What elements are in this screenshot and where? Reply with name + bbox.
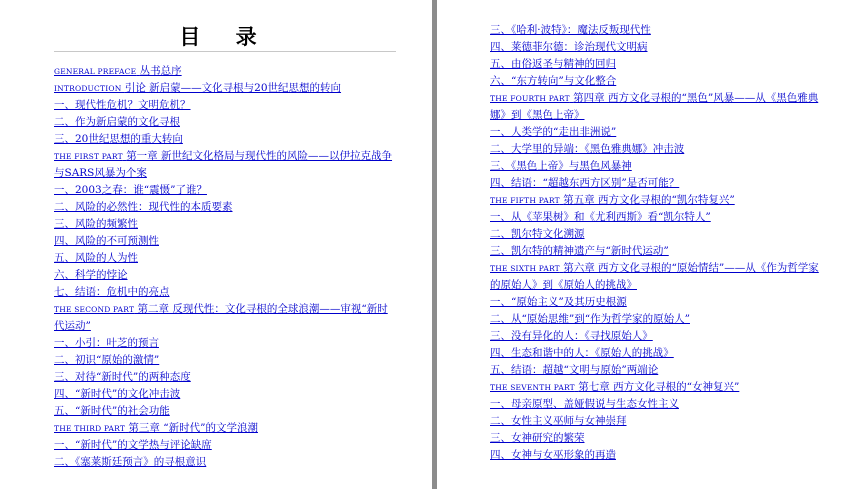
entry-title: 四、“新时代”的文化冲击波 xyxy=(54,388,181,400)
toc-list-right xyxy=(490,22,821,464)
entry-title: 三、女神研究的繁荣 xyxy=(490,432,585,444)
entry-title: 二、从“原始思维”到“作为哲学家的原始人” xyxy=(490,313,690,325)
entry-title: 三、凯尔特的精神遗产与“新时代运动” xyxy=(490,245,669,257)
toc-entry-link[interactable] xyxy=(490,141,821,158)
entry-title: 二、凯尔特文化溯源 xyxy=(490,228,585,240)
entry-title: 六、“东方转向”与文化整合 xyxy=(490,75,617,87)
entry-title: 五、风险的人为性 xyxy=(54,252,138,264)
toc-list-left xyxy=(54,63,396,471)
toc-entry-link[interactable] xyxy=(490,90,821,124)
entry-title: 四、结语：“超越东西方区别”是否可能？ xyxy=(490,177,680,189)
toc-entry-link[interactable] xyxy=(54,80,396,97)
entry-title: 六、科学的悖论 xyxy=(54,269,128,281)
entry-title: 二、女性主义巫师与女神崇拜 xyxy=(490,415,627,427)
toc-entry-link[interactable] xyxy=(490,39,821,56)
entry-title: 一、从《苹果树》和《尤利西斯》看“凯尔特人” xyxy=(490,211,711,223)
entry-title: 四、风险的不可预测性 xyxy=(54,235,159,247)
part-tag: INTRODUCTION xyxy=(54,84,122,93)
part-tag: THE SEVENTH PART xyxy=(490,383,575,392)
entry-title: 一、现代性危机？文明危机？ xyxy=(54,99,191,111)
entry-title: 五、由俗返圣与精神的回归 xyxy=(490,58,616,70)
toc-entry-link[interactable] xyxy=(490,379,821,396)
entry-title: 四、莱德菲尔德：诊治现代文明病 xyxy=(490,41,648,53)
entry-title: 引论 新启蒙——文化寻根与20世纪思想的转向 xyxy=(124,82,342,94)
toc-entry-link[interactable] xyxy=(490,243,821,260)
entry-title: 三、对待“新时代”的两种态度 xyxy=(54,371,191,383)
toc-entry-link[interactable] xyxy=(490,362,821,379)
toc-entry-link[interactable] xyxy=(490,328,821,345)
toc-entry-link[interactable] xyxy=(490,192,821,209)
toc-entry-link[interactable] xyxy=(54,182,396,199)
toc-entry-link[interactable] xyxy=(490,447,821,464)
toc-entry-link[interactable] xyxy=(490,56,821,73)
toc-entry-link[interactable] xyxy=(54,301,396,335)
toc-entry-link[interactable] xyxy=(54,148,396,182)
entry-title: 二、作为新启蒙的文化寻根 xyxy=(54,116,180,128)
part-tag: GENERAL PREFACE xyxy=(54,67,137,76)
entry-title: 一、人类学的“走出非洲说” xyxy=(490,126,617,138)
toc-entry-link[interactable] xyxy=(54,97,396,114)
toc-entry-link[interactable] xyxy=(54,250,396,267)
toc-entry-link[interactable] xyxy=(490,345,821,362)
toc-entry-link[interactable] xyxy=(490,413,821,430)
entry-title: 七、结语：危机中的亮点 xyxy=(54,286,170,298)
entry-title: 二、风险的必然性：现代性的本质要素 xyxy=(54,201,233,213)
right-page xyxy=(437,0,866,489)
entry-title: 丛书总序 xyxy=(139,65,182,77)
toc-entry-link[interactable] xyxy=(54,267,396,284)
entry-title: 第七章 西方文化寻根的“女神复兴” xyxy=(578,381,740,393)
entry-title: 二、初识“原始的激情” xyxy=(54,354,160,366)
entry-title: 第二章 反现代性：文化寻根的全球浪潮——审视“新时代运动” xyxy=(54,303,388,332)
entry-title: 三、《黑色上帝》与黑色风暴神 xyxy=(490,160,632,172)
part-tag: THE FIFTH PART xyxy=(490,196,560,205)
toc-entry-link[interactable] xyxy=(490,226,821,243)
toc-entry-link[interactable] xyxy=(54,114,396,131)
toc-entry-link[interactable] xyxy=(54,420,396,437)
toc-entry-link[interactable] xyxy=(54,386,396,403)
toc-entry-link[interactable] xyxy=(54,199,396,216)
left-page xyxy=(0,0,432,489)
title-rule xyxy=(54,51,396,63)
part-tag: THE THIRD PART xyxy=(54,424,126,433)
toc-entry-link[interactable] xyxy=(54,335,396,352)
toc-entry-link[interactable] xyxy=(54,284,396,301)
entry-title: 一、2003之春：谁“震慑”了谁？ xyxy=(54,184,207,196)
toc-entry-link[interactable] xyxy=(490,430,821,447)
toc-entry-link[interactable] xyxy=(490,311,821,328)
toc-entry-link[interactable] xyxy=(490,260,821,294)
toc-entry-link[interactable] xyxy=(490,209,821,226)
entry-title: 五、“新时代”的社会功能 xyxy=(54,405,170,417)
entry-title: 三、20世纪思想的重大转向 xyxy=(54,133,183,145)
toc-entry-link[interactable] xyxy=(490,175,821,192)
entry-title: 四、女神与女巫形象的再造 xyxy=(490,449,616,461)
entry-title: 五、结语：超越“文明与原始”两端论 xyxy=(490,364,659,376)
entry-title: 一、小引：叶芝的预言 xyxy=(54,337,159,349)
entry-title: 四、生态和谐中的人：《原始人的挑战》 xyxy=(490,347,674,359)
toc-entry-link[interactable] xyxy=(54,437,396,454)
entry-title: 三、没有异化的人：《寻找原始人》 xyxy=(490,330,653,342)
toc-entry-link[interactable] xyxy=(54,403,396,420)
toc-entry-link[interactable] xyxy=(54,352,396,369)
entry-title: 二、《塞莱斯廷预言》的寻根意识 xyxy=(54,456,207,468)
part-tag: THE SECOND PART xyxy=(54,305,135,314)
entry-title: 三、风险的频繁性 xyxy=(54,218,138,230)
entry-title: 二、大学里的异端：《黑色雅典娜》冲击波 xyxy=(490,143,685,155)
toc-entry-link[interactable] xyxy=(490,73,821,90)
part-tag: THE FOURTH PART xyxy=(490,94,570,103)
part-tag: THE FIRST PART xyxy=(54,152,123,161)
entry-title: 第四章 西方文化寻根的“黑色”风暴——从《黑色雅典娜》到《黑色上帝》 xyxy=(490,92,819,121)
entry-title: 第一章 新世纪文化格局与现代性的风险——以伊拉克战争与SARS风暴为个案 xyxy=(54,150,393,179)
toc-entry-link[interactable] xyxy=(490,294,821,311)
toc-entry-link[interactable] xyxy=(490,396,821,413)
toc-entry-link[interactable] xyxy=(54,131,396,148)
toc-entry-link[interactable] xyxy=(54,454,396,471)
entry-title: 三、《哈利·波特》：魔法反叛现代性 xyxy=(490,24,651,36)
entry-title: 第六章 西方文化寻根的“原始情结”——从《作为哲学家的原始人》到《原始人的挑战》 xyxy=(490,262,819,291)
entry-title: 一、“原始主义”及其历史根源 xyxy=(490,296,627,308)
entry-title: 第五章 西方文化寻根的“凯尔特复兴” xyxy=(563,194,735,206)
toc-entry-link[interactable] xyxy=(490,22,821,39)
entry-title: 一、母亲原型、盖娅假说与生态女性主义 xyxy=(490,398,679,410)
toc-entry-link[interactable] xyxy=(54,233,396,250)
toc-entry-link[interactable] xyxy=(54,369,396,386)
entry-title: 一、“新时代”的文学热与评论缺席 xyxy=(54,439,212,451)
page-title: 目 录 xyxy=(179,25,271,49)
toc-entry-link[interactable] xyxy=(490,158,821,175)
toc-entry-link[interactable] xyxy=(54,63,396,80)
toc-entry-link[interactable] xyxy=(490,124,821,141)
part-tag: THE SIXTH PART xyxy=(490,264,560,273)
entry-title: 第三章 “新时代”的文学浪潮 xyxy=(128,422,258,434)
toc-entry-link[interactable] xyxy=(54,216,396,233)
